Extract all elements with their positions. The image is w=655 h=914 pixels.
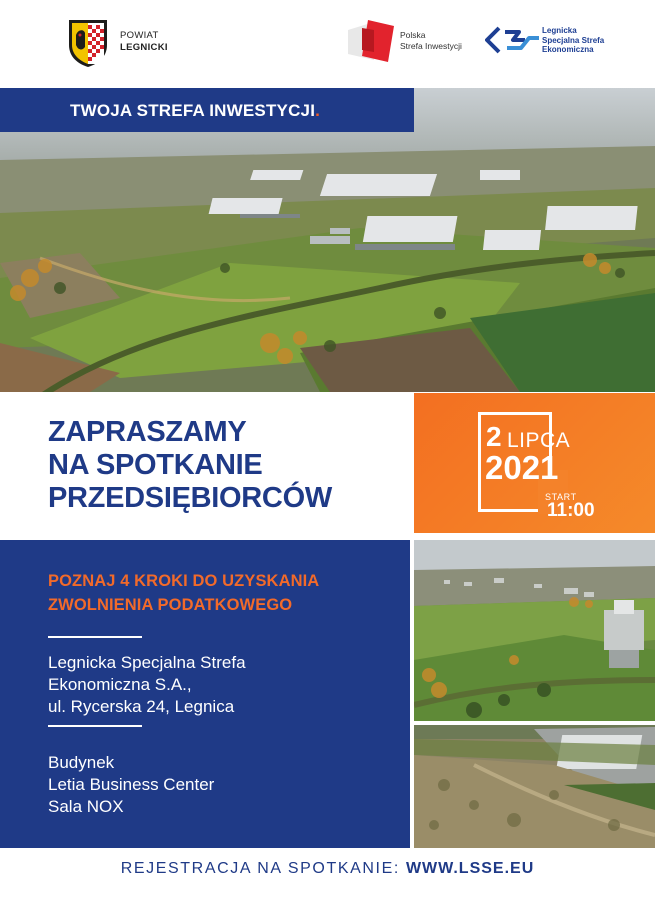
divider-2 [48,725,142,727]
lsse-line2: Specjalna Strefa [542,35,605,45]
venue-line1: Budynek [48,753,115,772]
hero-aerial-photo [0,88,655,392]
lsse-line3: Ekonomiczna [542,45,594,54]
tax-exemption-steps-heading [48,569,319,617]
headline-line1: ZAPRASZAMY [48,416,247,448]
address-line1: Legnicka Specjalna Strefa [48,653,246,672]
organizer-address [48,652,246,718]
event-year: 2021 [485,449,559,486]
psi-line2: Strefa Inwestycji [400,41,462,51]
event-day: 2 [486,421,502,452]
address-line3: ul. Rycerska 24, Legnica [48,697,235,716]
venue-line3: Sala NOX [48,797,124,816]
divider-1 [48,636,142,638]
invitation-headline [48,416,398,515]
registration-footer [0,860,655,878]
aerial-plots-image [414,725,655,848]
aerial-photo-industrial-plots [414,725,655,848]
aerial-photo-town-fields [414,540,655,721]
tagline-main: TWOJA STREFA INWESTYCJI [70,101,316,120]
powiat-line1: POWIAT [120,30,159,41]
powiat-coat-of-arms-icon [66,17,110,69]
venue-line2: Letia Business Center [48,775,215,794]
steps-line2: ZWOLNIENIA PODATKOWEGO [48,596,293,614]
polska-strefa-inwestycji-logo-icon [348,20,394,62]
event-venue [48,752,214,818]
aerial-town-image [414,540,655,721]
powiat-line2: LEGNICKI [120,42,168,53]
psi-label [400,30,462,52]
header-bar [0,0,655,88]
tagline-text [70,101,320,121]
lsse-line1: Legnicka [542,26,577,35]
lsse-label [542,26,604,55]
start-label: START [545,492,577,502]
steps-line1: POZNAJ 4 KROKI DO UZYSKANIA [48,572,320,590]
registration-label: REJESTRACJA NA SPOTKANIE: [120,860,406,877]
headline-line2: NA SPOTKANIE [48,449,263,481]
psi-line1: Polska [400,30,426,40]
event-month: LIPCA [507,429,571,452]
lsse-logo-icon [485,26,543,54]
address-line2: Ekonomiczna S.A., [48,675,192,694]
aerial-industrial-zone-image [0,88,655,392]
registration-link[interactable]: WWW.LSSE.EU [405,860,535,877]
tagline-dot: . [315,101,321,120]
start-time: 11:00 [547,500,595,521]
powiat-legnicki-label [120,30,168,54]
headline-line3: PRZEDSIĘBIORCÓW [48,482,332,514]
